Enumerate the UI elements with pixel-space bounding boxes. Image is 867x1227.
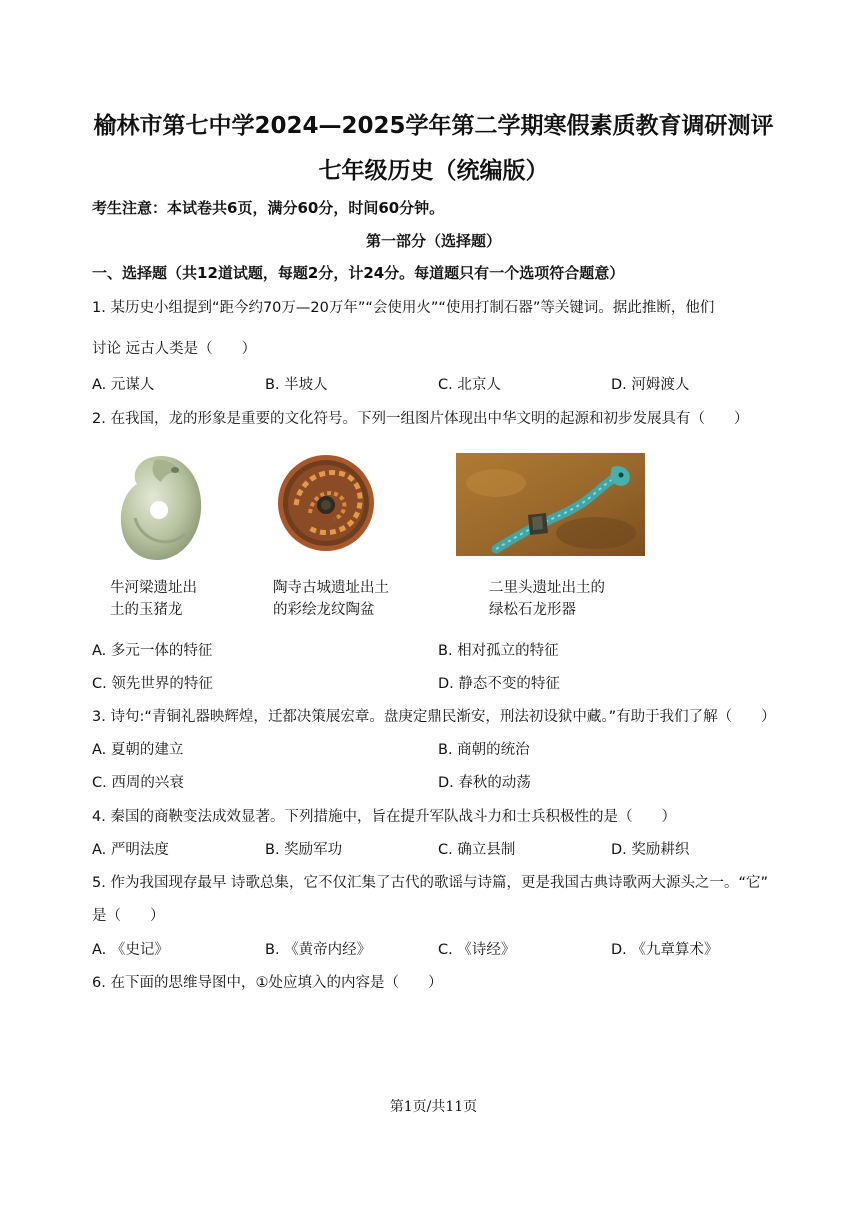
question-4-option-b[interactable]: B. 奖励军功 <box>265 842 343 858</box>
exam-title-line1: 榆林市第七中学2024—2025学年第二学期寒假素质教育调研测评 <box>93 113 774 139</box>
question-1-option-b[interactable]: B. 半坡人 <box>265 377 328 393</box>
question-4-option-c[interactable]: C. 确立县制 <box>438 842 516 858</box>
question-5-option-a[interactable]: A. 《史记》 <box>92 942 169 958</box>
question-5-option-d[interactable]: D. 《九章算术》 <box>611 942 719 958</box>
jade-pig-dragon-image <box>115 448 207 566</box>
question-4-option-d[interactable]: D. 奖励耕织 <box>611 842 690 858</box>
question-5-option-c[interactable]: C. 《诗经》 <box>438 942 516 958</box>
question-2-option-b[interactable]: B. 相对孤立的特征 <box>438 643 559 659</box>
question-1-option-d[interactable]: D. 河姆渡人 <box>611 377 690 393</box>
exam-notice: 考生注意：本试卷共6页，满分60分，时间60分钟。 <box>92 199 445 217</box>
question-3-option-d[interactable]: D. 春秋的动荡 <box>438 775 531 791</box>
question-4-text: 4. 秦国的商鞅变法成效显著。下列措施中，旨在提升军队战斗力和士兵积极性的是（ ） <box>92 809 676 825</box>
page-number: 第1页/共11页 <box>389 1099 478 1115</box>
question-1-text-cont: 讨论 远古人类是（ ） <box>92 341 257 357</box>
question-3-option-c[interactable]: C. 西周的兴衰 <box>92 775 184 791</box>
caption-jade-pig-dragon: 牛河梁遗址出土的玉猪龙 <box>110 580 197 618</box>
question-1-option-c[interactable]: C. 北京人 <box>438 377 501 393</box>
dragon-pottery-basin-image <box>276 453 376 553</box>
question-1-option-a[interactable]: A. 元谋人 <box>92 377 155 393</box>
question-1-text: 1. 某历史小组提到“距今约70万—20万年”“会使用火”“使用打制石器”等关键词。据此推断，他们 <box>92 300 715 316</box>
question-2-option-d[interactable]: D. 静态不变的特征 <box>438 676 560 692</box>
question-5-option-b[interactable]: B. 《黄帝内经》 <box>265 942 372 958</box>
question-3-option-b[interactable]: B. 商朝的统治 <box>438 742 530 758</box>
turquoise-dragon-artifact-image <box>456 453 645 556</box>
question-2-option-a[interactable]: A. 多元一体的特征 <box>92 643 213 659</box>
section-title: 一、选择题（共12道试题，每题2分，计24分。每道题只有一个选项符合题意） <box>92 264 625 282</box>
question-3-text: 3. 诗句:“青铜礼器映辉煌，迁都决策展宏章。盘庚定鼎民渐安，刑法初设狱中藏。”有助于我们了解（ ） <box>92 709 776 725</box>
question-4-option-a[interactable]: A. 严明法度 <box>92 842 169 858</box>
question-5-text-cont: 是（ ） <box>92 908 165 924</box>
question-3-option-a[interactable]: A. 夏朝的建立 <box>92 742 184 758</box>
question-2-text: 2. 在我国，龙的形象是重要的文化符号。下列一组图片体现出中华文明的起源和初步发展具有（ ） <box>92 411 749 427</box>
part-title: 第一部分（选择题） <box>365 232 501 250</box>
exam-title-line2: 七年级历史（统编版） <box>318 158 549 184</box>
question-6-text: 6. 在下面的思维导图中，①处应填入的内容是（ ） <box>92 975 443 991</box>
question-5-text: 5. 作为我国现存最早 诗歌总集，它不仅汇集了古代的歌谣与诗篇，更是我国古典诗歌两大源头之一。“它” <box>92 875 769 891</box>
caption-pottery-basin: 陶寺古城遗址出土的彩绘龙纹陶盆 <box>273 580 389 618</box>
caption-turquoise-dragon: 二里头遗址出土的绿松石龙形器 <box>489 580 605 618</box>
question-2-option-c[interactable]: C. 领先世界的特征 <box>92 676 213 692</box>
